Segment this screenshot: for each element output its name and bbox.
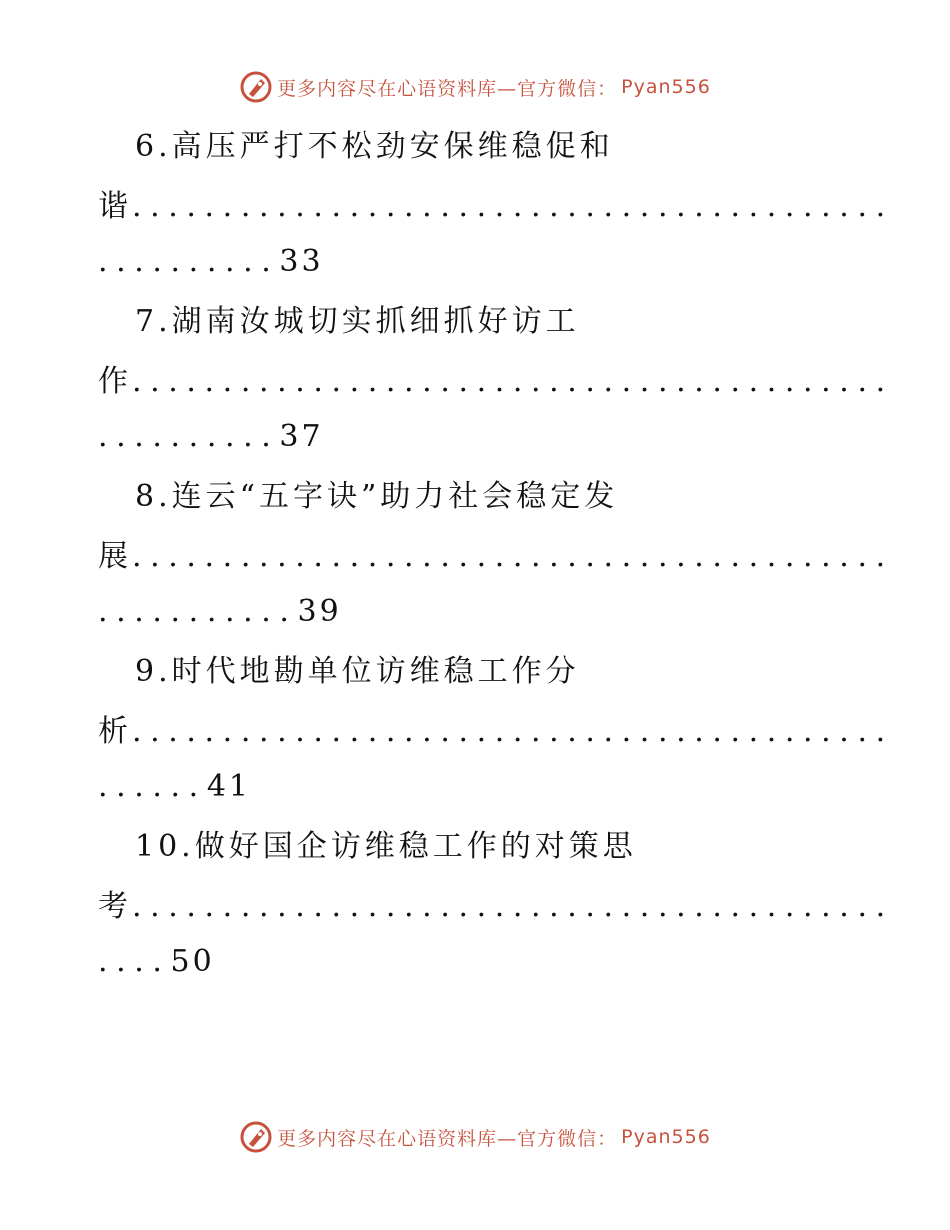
toc-entry-continuation-text: 作 [98,364,132,399]
toc-entry-continuation [98,187,894,227]
header-banner [0,70,950,104]
toc-entry-continuation-text: 析 [98,714,132,749]
toc-leader-dots: .......................................... [132,364,894,399]
toc-leader-dots: ...... [98,769,207,804]
toc-leader-dots: .......................................... [132,189,894,224]
toc-entry-continuation [98,537,894,577]
toc-entry-title: 10.做好国企访维稳工作的对策思 [135,829,637,864]
toc-leader-dots: .......... [98,244,280,279]
toc-page-number: 39 [297,594,342,629]
toc-page-number: 37 [279,419,324,454]
toc-leader-dots: .... [98,944,171,979]
toc-entry-page-line [98,242,324,282]
toc-leader-dots: .......... [98,419,280,454]
toc-entry-continuation [98,887,894,927]
toc-leader-dots: ........... [98,594,298,629]
toc-entry-title: 9.时代地勘单位访维稳工作分 [135,654,580,689]
toc-entry-continuation [98,712,894,752]
toc-entry-continuation-text: 考 [98,889,132,924]
toc-entry-page-line [98,592,342,632]
toc-page-number: 50 [170,944,215,979]
toc-entry-title: 8.连云“五字诀”助力社会稳定发 [135,479,619,514]
toc-entry-page-line [98,942,215,982]
footer-wechat-id: Pyan556 [621,1126,711,1148]
toc-leader-dots: .......................................... [132,889,894,924]
toc-leader-dots: .......................................... [132,539,894,574]
header-wechat-id: Pyan556 [621,76,711,98]
toc-entry-page-line [98,417,324,457]
pen-nib-logo-icon [239,1120,273,1154]
toc-entry-continuation [98,362,894,402]
toc-page-number: 33 [279,244,324,279]
toc-entry-page-line [98,767,251,807]
footer-banner-text: 更多内容尽在心语资料库—官方微信： [277,1127,618,1150]
footer-banner [0,1120,950,1154]
header-banner-text: 更多内容尽在心语资料库—官方微信： [277,77,618,100]
pen-nib-logo-icon [239,70,273,104]
toc-page-number: 41 [206,769,252,804]
toc-entry-title: 6.高压严打不松劲安保维稳促和 [135,129,614,164]
toc-entry-continuation-text: 谐 [98,189,132,224]
toc-entry-continuation-text: 展 [98,539,132,574]
toc-leader-dots: .......................................... [132,714,894,749]
toc-entry-title: 7.湖南汝城切实抓细抓好访工 [135,304,580,339]
